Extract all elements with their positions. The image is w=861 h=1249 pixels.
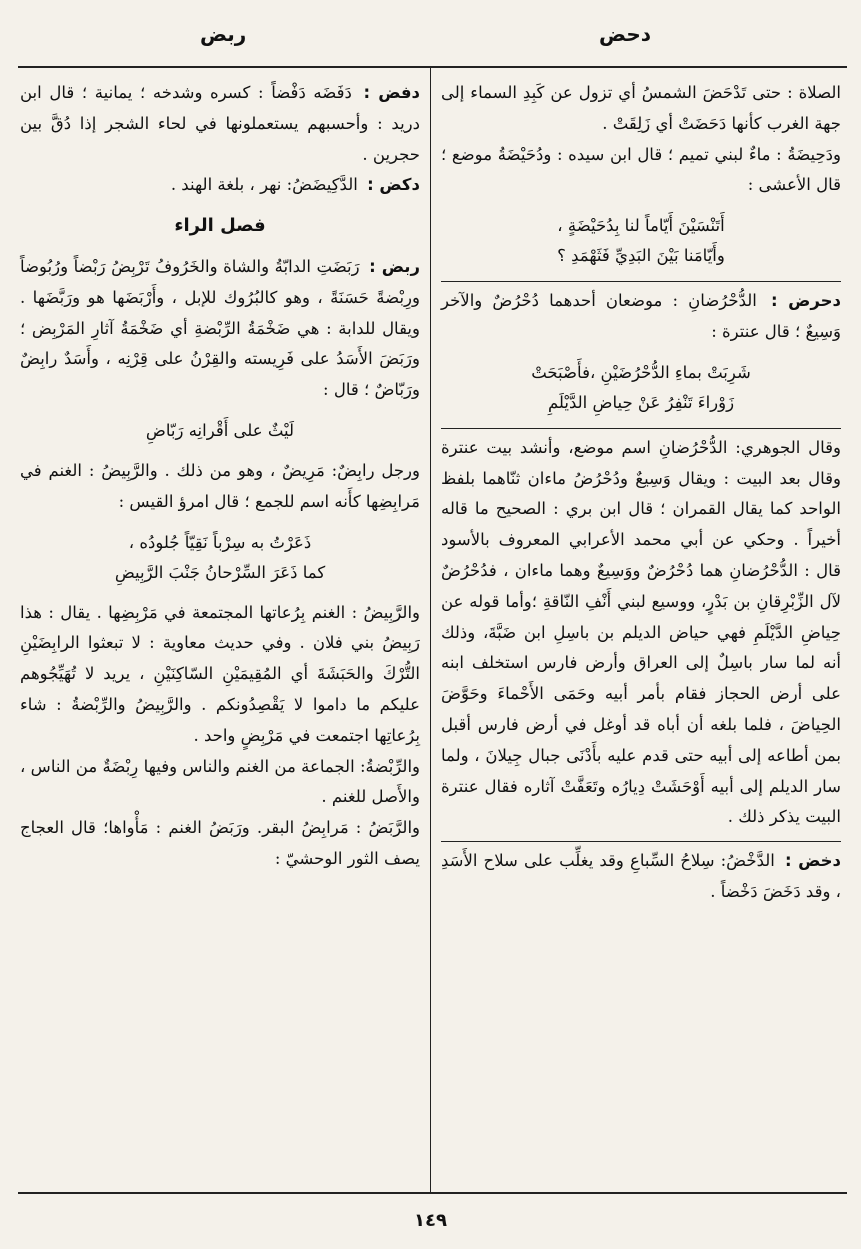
entry-paragraph: ورجل رابِضٌ: مَرِيضٌ ، وهو من ذلك . والرَّبِيضُ : الغنم في مَرابِضِها كأَنه اسم للجمع ؛ قال امرؤ القيس : <box>20 460 420 511</box>
entry-dakhad <box>441 846 841 908</box>
verse-line: شَرِبَتْ بماءِ الدُّحْرُضَيْنِ ،فأَصْبَحَتْ <box>531 362 751 382</box>
bottom-rule <box>18 1192 847 1194</box>
entry-text: دَفَضَه دَفْضاً : كسره وشدخه ؛ يمانية ؛ قال ابن دريد : وأحسبهم يستعملونها في لحاء الشجر إذا دُقَّ بين حجرين . <box>20 83 420 164</box>
entry-rabad <box>20 252 420 406</box>
entry-dahrad <box>441 286 841 348</box>
entry-text: رَبَضَتِ الدابّةُ والشاة والخَرُوفُ تَرْبِضُ رَبْضاً ورُبُوضاً ورِبْضةً حَسَنَةً ، وهو كالبُرُوك للإبل ، وأَرْبَضَها هو ورَبَّضَها . ويقال للدابة : هي ضَخْمَةُ الرِّبْضةِ أي ضَخْمَةُ آثارِ المَرْبِض ؛ ورَبَضَ الأَسَدُ على فَرِيسته والقِرْنُ على قِرْنِه ، وأَسَدٌ رابِضٌ ورَبّاضٌ ؛ قال : <box>20 256 420 400</box>
entry-headword: دخض : <box>784 851 841 871</box>
entry-paragraph: والرِّبْضةُ: الجماعة من الغنم والناس وفيها رِبْضَةٌ من الناس ، والأَصل للغنم . <box>20 756 420 807</box>
section-title: فصل الراء <box>174 215 266 237</box>
entry-continuation: الصلاة : حتى تَدْحَضَ الشمسُ أي تزول عن كَبِدِ السماء إلى جهة الغرب كأنها دَحَضَتْ أي زَلِقَتْ . <box>441 83 841 133</box>
entry-headword: ربض : <box>369 256 420 276</box>
entry-paragraph: وقال الجوهري: الدُّحْرُضانِ اسم موضع، وأنشد بيت عنترة وقال بعد البيت : ويقال وَسِيعٌ ودُحْرُضُ ماءان ثنّاهما بلفظ الواحد كما يقال القمران ؛ قال ابن بري : الصحيح ما قاله أخيراً . وحكي عن أبي محمد الأعرابي المعروف بالأسود قال : الدُّحْرُضانِ هما دُحْرُضٌ ووَسِيعٌ وهما ماءان ، فدُحْرُضٌ لآل الزِّبْرِقانِ بن بَدْرٍ، ووسيع لبني أَنْفِ النّاقةِ ؛وأما قوله عن حِياضِ الدَّيْلَمِ فهي حياض الديلم بن باسِلِ ابن ضَبَّةَ، وذلك أنه لما سار باسِلٌ إلى العراق وأرض فارس استخلف ابنه على أرض الحجاز فقام بأمر أبيه وحَمَى الأَحْماءَ وحَوَّضَ الحِياضَ ، فلما بلغه أن أباه قد أوغل في أرض فارس أقبل بمن أطاعه إلى أبيه حتى قدم عليه بأَدْنَى جبال جِيلانَ ، ولما سار الديلم إلى أبيه أَوْحَشَتْ دِيارُه وتَعَفَّتْ آثاره فقال عنترة البيت يذكر ذلك . <box>441 437 841 827</box>
verse-block <box>20 416 420 446</box>
entry-text: الدَّخْضُ: سِلاحُ السِّباعِ وقد يغلِّب على سلاح الأَسَدِ ، وقد دَخَضَ دَخْضاً . <box>441 851 841 901</box>
verse-block <box>20 528 420 588</box>
entry-paragraph: والرَّبَضُ : مَرابِضُ البقر. ورَبَضُ الغنم : مَأْواها؛ قال العجاج يصف الثور الوحشيّ : <box>20 818 420 868</box>
entry-headword: دحرض : <box>770 291 841 311</box>
entry-separator <box>441 428 841 429</box>
left-column <box>20 78 420 875</box>
entry-text: الدَّكِيضَضُ: نهر ، بلغة الهند . <box>170 175 358 195</box>
column-divider <box>430 67 431 1192</box>
verse-line: وأَيّامَنا بَيْنَ البَدِيِّ فَثَهْمَدِ ؟ <box>557 246 725 266</box>
top-rule <box>18 66 847 68</box>
entry-headword: دكض : <box>367 175 420 195</box>
running-header-left: ربض <box>200 22 247 46</box>
verse-line: لَيْثٌ على أَقْرانِه رَبّاضِ <box>145 420 295 440</box>
verse-block <box>441 358 841 418</box>
running-header-right: دحض <box>599 22 651 46</box>
entry-dakad <box>20 170 420 201</box>
verse-line: كما ذَعَرَ السِّرْحانُ جَنْبَ الرَّبِيضِ <box>114 562 326 582</box>
verse-line: أَتَنْسَيْنَ أَيّاماً لنا بِدُحَيْضَةٍ ، <box>557 216 725 236</box>
entry-dafad <box>20 78 420 170</box>
entry-separator <box>441 841 841 842</box>
page-number: ١٤٩ <box>414 1210 447 1231</box>
entry-paragraph: ودَحِيضَةُ : ماءٌ لبني تميم ؛ قال ابن سيده : ودُحَيْضَةُ موضع ؛ قال الأعشى : <box>441 144 841 195</box>
verse-line: زَوْراءَ تَنْفِرُ عَنْ حِياضِ الدَّيْلَمِ <box>547 392 735 412</box>
entry-separator <box>441 281 841 282</box>
entry-headword: دفض : <box>363 83 421 102</box>
entry-text: الدُّحْرُضانِ : موضعان أحدهما دُحْرُضٌ والآخر وَسِيعٌ ؛ قال عنترة : <box>441 291 841 341</box>
right-column <box>441 78 841 908</box>
entry-paragraph: والرَّبِيضُ : الغنم بِرُعاتها المجتمعة في مَرْبِضِها . يقال : هذا رَبِيضُ بني فلان . وفي حديث معاوية : لا تبعثوا الرابِضَيْنِ التُّرْكَ والحَبَشَةَ أي المُقِيمَيْنِ السّاكِنَيْنِ ، يريد لا تُهَيِّجُوهم عليكم ما داموا لا يَقْصِدُونكم . والرَّبِيضُ والرِّبْضةُ : شاء بِرُعاتِها اجتمعت في مَرْبِضٍ واحد . <box>20 602 420 745</box>
verse-line: ذَعَرْتُ به سِرْباً نَقِيّاً جُلودُه ، <box>128 532 312 552</box>
verse-block <box>441 211 841 271</box>
